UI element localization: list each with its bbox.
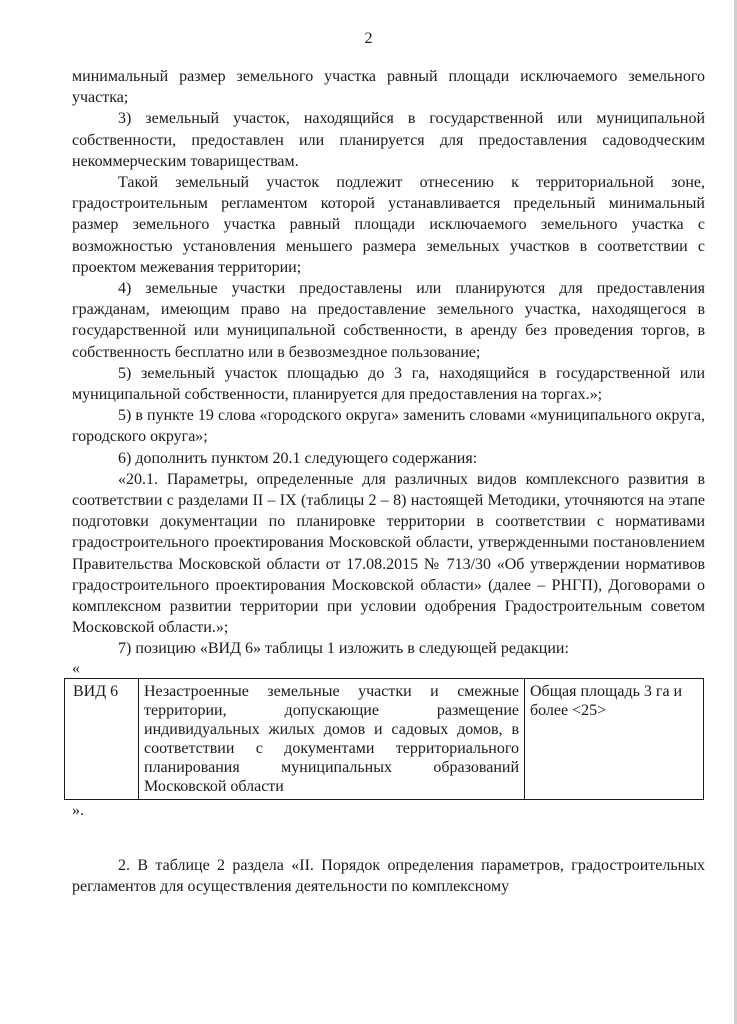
paragraph-zone: Такой земельный участок подлежит отнесению к территориальной зоне, градостроительным регламентом которой устанавливается предельный минимальный размер земельного участка равный площади исключаемого земельного участка с возможностью установления меньшего размера земельных участков в соответствии с проектом межевания территории;: [72, 174, 705, 276]
paragraph-20-1: «20.1. Параметры, определенные для различных видов комплексного развития в соответствии с разделами II – IX (таблицы 2 – 8) настоящей Методики, уточняются на этапе подготовки документации по планировке территории в соответствии с нормативами градостроительного проектирования Московской области, утвержденными постановлением Правительства Московской области от 17.08.2015 № 713/30 «Об утверждении нормативов градостроительного проектирования Московской области» (далее – РНГП), Договорами о комплексном развитии территории при условии одобрения Градостроительным советом Московской области.»;: [72, 470, 705, 637]
paragraph-amend-5: 5) в пункте 19 слова «городского округа» заменить словами «муниципального округа, городского округа»;: [72, 407, 705, 446]
open-quote: «: [72, 659, 80, 677]
paragraph-amend-6: 6) дополнить пунктом 20.1 следующего содержания:: [118, 449, 478, 467]
paragraph-continuation: минимальный размер земельного участка равный площади исключаемого земельного участка;: [72, 68, 705, 107]
document-body: [72, 66, 705, 897]
paragraph-item-5: 5) земельный участок площадью до 3 га, находящийся в государственной или муниципальной собственности, планируется для предоставления на торгах.»;: [72, 364, 705, 404]
paragraph-item-4: 4) земельные участки предоставлены или планируются для предоставления гражданам, имеющим право на предоставление земельного участка, находящегося в государственной или муниципальной собственности, в аренду без проведения торгов, в собственность бесплатно или в безвозмездное пользование;: [72, 280, 705, 361]
table-row: [65, 678, 704, 799]
table-cell-area: Общая площадь 3 га и более <25>: [525, 678, 704, 799]
paragraph-amend-7: 7) позицию «ВИД 6» таблицы 1 изложить в следующей редакции:: [118, 640, 569, 658]
close-quote: ».: [72, 801, 84, 819]
paragraph-item-3: 3) земельный участок, находящийся в государственной или муниципальной собственности, предоставлен или планируется для предоставления садоводческим некоммерческим товариществам.: [72, 110, 705, 170]
page-number: 2: [364, 30, 373, 47]
table-cell-description: Незастроенные земельные участки и смежные территории, допускающие размещение индивидуальных жилых домов и садовых домов, в соответствии с документами территориального планирования муниципальных образований Московской области: [139, 678, 525, 799]
vid-table: [64, 678, 704, 800]
table-cell-code: ВИД 6: [65, 678, 139, 799]
paragraph-section-2: 2. В таблице 2 раздела «II. Порядок определения параметров, градостроительных регламентов для осуществления деятельности по комплексному: [72, 856, 705, 896]
